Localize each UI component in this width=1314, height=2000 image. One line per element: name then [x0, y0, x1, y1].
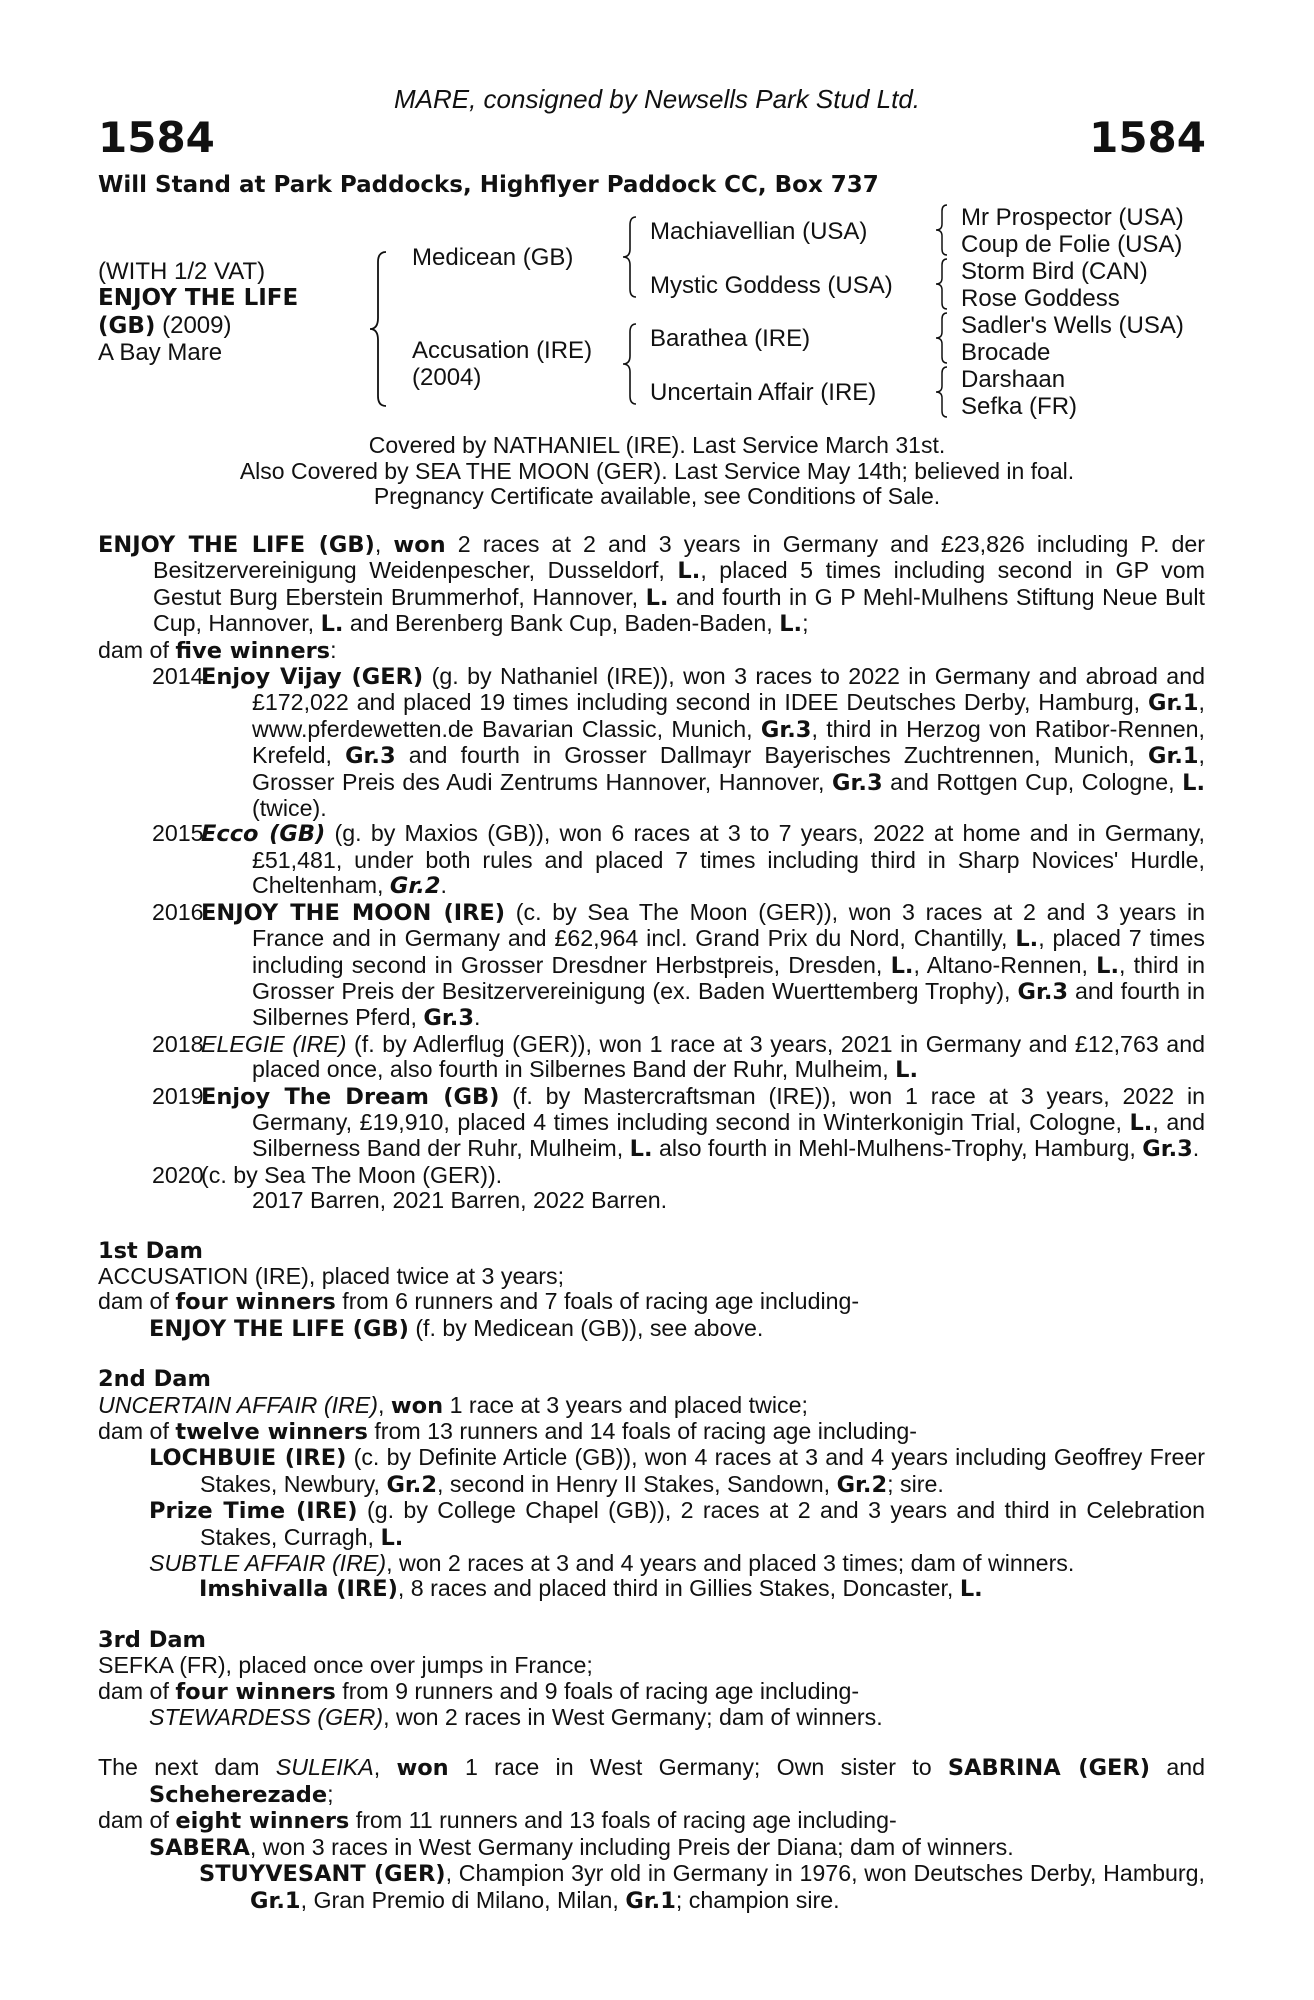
progeny-2015 [98, 821, 1205, 899]
t: Enjoy The Dream (GB) [201, 1083, 500, 1110]
third-dam-produce [98, 1679, 1205, 1705]
t: L. [779, 611, 803, 638]
ggp-1: Mr Prospector (USA) [961, 204, 1184, 231]
t: ; [802, 610, 809, 637]
t: L. [1182, 769, 1205, 796]
t: . [440, 872, 447, 899]
t: , [373, 1754, 397, 1781]
t: Gr.3 [760, 716, 812, 743]
ggp-4: Rose Goddess [961, 285, 1120, 312]
first-dam-produce [98, 1289, 1205, 1315]
t: Ecco (GB) [201, 821, 326, 848]
t: (g. by Nathaniel (IRE)), won 3 races to 2022 in Germany and abroad and £172,022 and placed 19 times including second in IDEE Deutsches Derby, Hamburg, [252, 663, 1205, 716]
t: , won 2 races in West Germany; dam of winners. [383, 1704, 883, 1731]
progeny-year: 2019 [152, 1082, 204, 1109]
t: L. [645, 584, 669, 611]
t: STUYVESANT (GER) [199, 1861, 446, 1888]
third-dam-entry [98, 1705, 1205, 1730]
next-dam-line [98, 1755, 1205, 1808]
sire: Medicean (GB) [412, 244, 574, 271]
second-dam-entry-lochbuie [98, 1445, 1205, 1498]
t: , second in Henry II Stakes, Sandown, [437, 1470, 837, 1497]
pedigree-brace-sire [620, 215, 640, 299]
pedigree-brace-ggp-3 [934, 311, 950, 365]
second-dam-entry-prize-time [98, 1498, 1205, 1551]
horse-name-suffix [98, 312, 231, 340]
t: Gr.1 [1147, 743, 1199, 770]
ggp-3: Storm Bird (CAN) [961, 258, 1148, 285]
covering-info [0, 433, 1314, 510]
t: Gr.3 [1017, 978, 1069, 1005]
sire-dam: Mystic Goddess (USA) [650, 272, 893, 299]
covering-line-2: Also Covered by SEA THE MOON (GER). Last Service May 14th; believed in foal. [239, 457, 1075, 484]
t: , [374, 531, 382, 557]
covering-line-1: Covered by NATHANIEL (IRE). Last Service March 31st. [368, 432, 946, 458]
t: L. [1096, 952, 1120, 979]
t: from 6 runners and 7 foals of racing age including- [335, 1288, 860, 1315]
progeny-year: 2020 [152, 1161, 204, 1188]
dam: Accusation (IRE) [412, 337, 593, 364]
progeny-text [201, 900, 1205, 1032]
pedigree-brace-ggp-1 [934, 203, 950, 257]
t: , and Silberness Band der Ruhr, Mulheim, [252, 1108, 1206, 1162]
pedigree-brace-ggp-2 [934, 257, 950, 311]
t: Gr.3 [423, 1005, 474, 1032]
t: from 11 runners and 13 foals of racing age including- [349, 1807, 897, 1834]
t: L. [677, 558, 701, 585]
t: SULEIKA [275, 1754, 374, 1781]
t: Gr.3 [1142, 1136, 1193, 1163]
t: Gr.2 [836, 1471, 888, 1498]
t: 1 race in West Germany; Own sister to [448, 1754, 948, 1781]
t: , won 3 races in West Germany including Preis der Diana; dam of winners. [249, 1833, 1014, 1860]
t: ENJOY THE MOON (IRE) [201, 899, 506, 926]
ggp-5: Sadler's Wells (USA) [961, 312, 1184, 339]
progeny-2020 [98, 1163, 1205, 1214]
t: Gr.2 [386, 1471, 437, 1498]
t: (c. by Definite Article (GB)), won 4 races at 3 and 4 years including Geoffrey Freer Stakes, Newbury, [200, 1444, 1205, 1497]
pedigree-brace-dam [620, 322, 640, 406]
t: also fourth in Mehl-Mulhens-Trophy, Hamburg, [652, 1135, 1143, 1162]
t: ENJOY THE LIFE (GB) [149, 1315, 409, 1342]
stand-location: Will Stand at Park Paddocks, Highflyer Paddock CC, Box 737 [98, 172, 879, 198]
progeny-year: 2018 [152, 1030, 204, 1057]
t: Gr.2 [389, 873, 441, 900]
sire-sire: Machiavellian (USA) [650, 218, 868, 245]
next-dam-entry-sabera [98, 1835, 1205, 1861]
dam-of-line [98, 638, 1205, 664]
third-dam-line: SEFKA (FR), placed once over jumps in France; [98, 1652, 593, 1679]
ggp-2: Coup de Folie (USA) [961, 231, 1183, 258]
t: L. [380, 1524, 404, 1551]
t: Gr.1 [250, 1887, 301, 1914]
t: SABERA [149, 1834, 250, 1861]
t: , Grosser Preis des Audi Zentrums Hannover, Hannover, [252, 742, 1205, 795]
t: UNCERTAIN AFFAIR (IRE) [98, 1391, 378, 1418]
pedigree-brace-ggp-4 [934, 365, 950, 419]
t: : [330, 636, 337, 663]
consignment-line: MARE, consigned by Newsells Park Stud Ltd. [393, 84, 921, 114]
t: won [390, 1392, 444, 1419]
t: (c. by Sea The Moon (GER)), won 3 races at 2 and 3 years in France and in Germany and £62,964 incl. Grand Prix du Nord, Chantilly, [252, 898, 1205, 952]
t: (twice). [252, 795, 327, 822]
t: The next dam [98, 1754, 276, 1781]
t: , won 2 races at 3 and 4 years and placed 3 times; dam of winners. [386, 1550, 1075, 1577]
t: (f. by Adlerflug (GER)), won 1 race at 3 years, 2021 in Germany and £12,763 and placed once, also fourth in Silbernes Band der Ruhr, Mulheim, [252, 1030, 1205, 1083]
t: won [393, 532, 446, 558]
t: (f. by Mastercraftsman (IRE)), won 1 race at 3 years, 2022 in Germany, £19,910, placed 4 times including second in Winterkonigin Trial, Cologne, [252, 1082, 1205, 1135]
t: ; sire. [887, 1470, 944, 1497]
progeny-year: 2014 [152, 663, 204, 690]
vat-note: (WITH 1/2 VAT) [98, 258, 266, 285]
first-dam-heading: 1st Dam [98, 1237, 203, 1264]
spacer [98, 1730, 1205, 1755]
t: and Berenberg Bank Cup, Baden-Baden, [343, 610, 780, 637]
t: , third in Herzog von Ratibor-Rennen, Krefeld, [252, 715, 1205, 769]
t: STEWARDESS (GER) [149, 1704, 384, 1731]
t: Gr.1 [625, 1887, 676, 1914]
t: . [473, 1004, 481, 1031]
progeny-text [201, 1163, 1205, 1214]
first-dam-line: ACCUSATION (IRE), placed twice at 3 years; [98, 1262, 565, 1289]
progeny-text [201, 821, 1205, 899]
ggp-6: Brocade [961, 339, 1051, 366]
t: eight winners [175, 1808, 350, 1835]
second-dam-heading: 2nd Dam [98, 1366, 211, 1393]
t: (g. by College Chapel (GB)), 2 races at 2 and 3 years and third in Celebration Stakes, Curragh, [200, 1497, 1205, 1550]
ggp-7: Darshaan [961, 366, 1066, 393]
t: Prize Time (IRE) [149, 1498, 358, 1525]
t: SUBTLE AFFAIR (IRE) [149, 1550, 387, 1577]
horse-country: (GB) [98, 313, 156, 339]
progeny-2018 [98, 1032, 1205, 1084]
t: twelve winners [175, 1419, 368, 1445]
spacer [98, 1603, 1205, 1628]
t: and fourth in G P Mehl-Mulhens Stiftung Neue Bult Cup, Hannover, [153, 583, 1205, 637]
third-dam-heading: 3rd Dam [98, 1626, 206, 1653]
progeny-year: 2015 [152, 820, 204, 847]
intro-paragraph [98, 532, 1205, 638]
t: dam of [98, 1677, 176, 1704]
t: and fourth in Grosser Dallmayr Bayerisches Zuchtrennen, Munich, [395, 742, 1148, 769]
barren-years: 2017 Barren, 2021 Barren, 2022 Barren. [252, 1187, 668, 1214]
t: , Gran Premio di Milano, Milan, [300, 1886, 626, 1913]
t: dam of [98, 1807, 176, 1834]
dam-sire: Barathea (IRE) [650, 325, 811, 352]
t: L. [959, 1576, 983, 1603]
t: LOCHBUIE (IRE) [149, 1445, 347, 1472]
t: Gr.3 [832, 769, 883, 796]
t: , www.pferdewetten.de Bavarian Classic, Munich, [252, 689, 1205, 742]
t: L. [1015, 926, 1039, 953]
horse-description: A Bay Mare [98, 339, 223, 366]
next-dam-produce [98, 1808, 1205, 1834]
t: , Champion 3yr old in Germany in 1976, won Deutsches Derby, Hamburg, [445, 1860, 1205, 1887]
t: , placed 5 times including second in GP vom Gestut Burg Eberstein Brummerhof, Hannover, [153, 557, 1205, 610]
ggp-8: Sefka (FR) [961, 393, 1078, 420]
t: L. [895, 1057, 919, 1084]
t: , Altano-Rennen, [913, 951, 1097, 978]
t: five winners [175, 637, 331, 664]
t: won [396, 1755, 449, 1782]
t: Enjoy Vijay (GER) [201, 664, 424, 691]
intro-horse-name: ENJOY THE LIFE (GB) [98, 532, 375, 558]
t: SABRINA (GER) [947, 1755, 1151, 1782]
t: L. [1129, 1109, 1153, 1136]
lot-number-right: 1584 [1089, 113, 1206, 162]
t: , placed 7 times including second in Grosser Dresdner Herbstpreis, Dresden, [252, 925, 1205, 978]
progeny-text [201, 664, 1205, 821]
t: Gr.1 [1147, 690, 1199, 717]
t: 2 races at 2 and 3 years in Germany and £23,826 including P. der Besitzervereinigung Weidenpescher, Dusseldorf, [153, 531, 1206, 584]
catalogue-body [98, 532, 1205, 1914]
t: ELEGIE (IRE) [201, 1030, 347, 1057]
progeny-2014 [98, 664, 1205, 821]
horse-name: ENJOY THE LIFE [98, 285, 299, 311]
t: four winners [175, 1678, 336, 1705]
progeny-text [201, 1084, 1205, 1163]
spacer [98, 1342, 1205, 1367]
t: (f. by Medicean (GB)), see above. [408, 1314, 764, 1341]
t: 1 race at 3 years and placed twice; [443, 1391, 808, 1418]
progeny-2019 [98, 1084, 1205, 1163]
second-dam-line [98, 1393, 1205, 1419]
t: L. [890, 952, 914, 979]
t: dam of [98, 1288, 176, 1315]
t: from 13 runners and 14 foals of racing age including- [367, 1418, 918, 1444]
t: , [377, 1391, 385, 1418]
second-dam-entry-subtle-affair [98, 1551, 1205, 1576]
t: dam of [98, 1418, 176, 1444]
horse-year: (2009) [155, 312, 232, 339]
second-dam-entry-imshivalla [98, 1576, 1205, 1602]
t: ; champion sire. [675, 1886, 840, 1913]
t: and fourth in Silbernes Pferd, [252, 977, 1205, 1031]
second-dam-produce [98, 1419, 1205, 1445]
covering-line-3: Pregnancy Certificate available, see Conditions of Sale. [373, 483, 941, 509]
t: four winners [175, 1289, 336, 1316]
pedigree-brace-main [366, 250, 390, 408]
t: and Rottgen Cup, Cologne, [882, 768, 1183, 795]
t: and [1150, 1754, 1206, 1781]
first-dam-entry [98, 1316, 1205, 1342]
t: L. [320, 611, 344, 638]
progeny-text [201, 1032, 1205, 1084]
t: dam of [98, 636, 176, 663]
t: Scheherezade [149, 1781, 328, 1808]
t: , 8 races and placed third in Gillies Stakes, Doncaster, [397, 1575, 960, 1602]
dam-dam: Uncertain Affair (IRE) [650, 379, 877, 406]
lot-number-left: 1584 [98, 113, 215, 162]
progeny-year: 2016 [152, 898, 204, 925]
dam-year: (2004) [412, 364, 482, 391]
t: Imshivalla (IRE) [199, 1576, 398, 1603]
t: from 9 runners and 9 foals of racing age including- [335, 1677, 860, 1704]
t: . [1192, 1135, 1200, 1162]
t: (c. by Sea The Moon (GER)). [201, 1161, 503, 1188]
spacer [98, 1214, 1205, 1239]
t: L. [629, 1136, 653, 1163]
t: , third in Grosser Preis der Besitzervereinigung (ex. Baden Wuerttemberg Trophy), [252, 951, 1205, 1004]
next-dam-entry-stuyvesant [98, 1861, 1205, 1914]
t: (g. by Maxios (GB)), won 6 races at 3 to 7 years, 2022 at home and in Germany, £51,481, under both rules and placed 7 times including third in Sharp Novices' Hurdle, Cheltenham, [252, 820, 1205, 899]
progeny-2016 [98, 900, 1205, 1032]
t: ; [327, 1780, 334, 1807]
t: Gr.3 [345, 743, 396, 770]
